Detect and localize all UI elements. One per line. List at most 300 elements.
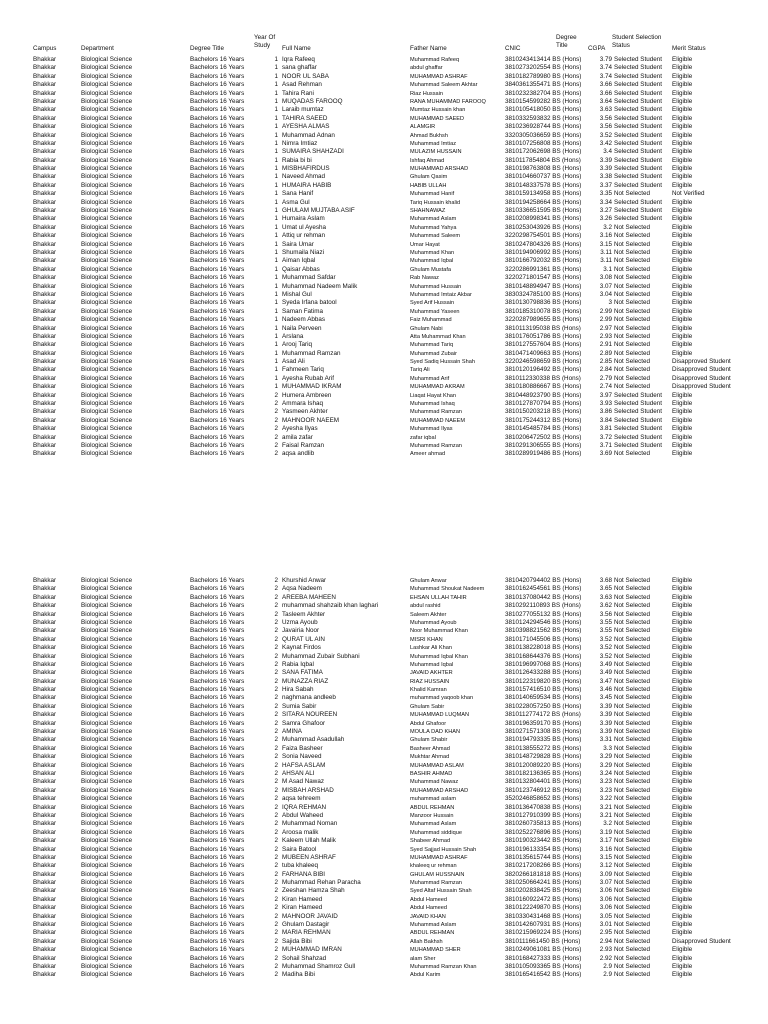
merit-status-cell: Eligible (672, 904, 693, 912)
table-body-section-2 (0, 577, 768, 980)
selection-status-cell: Not Selected (614, 711, 651, 719)
cnic-cell: 3220271801547 BS (Hons) (505, 274, 582, 282)
degree-title-cell: Bachelors 16 Years (190, 89, 245, 97)
merit-status-cell: Eligible (672, 265, 693, 273)
cnic-cell: 3810206472502 BS (Hons) (505, 433, 582, 441)
father-name-cell: Saleem Akhter (410, 611, 447, 618)
father-name-cell: Khalid Kamran (410, 687, 447, 694)
selection-status-cell: Not Selected (614, 669, 651, 677)
merit-status-cell: Eligible (672, 786, 693, 794)
campus-cell: Bhakkar (33, 769, 57, 777)
table-row (0, 341, 768, 349)
year-of-study-cell: 2 (274, 400, 278, 408)
merit-status-cell: Eligible (672, 728, 693, 736)
father-name-cell: Muhammad Tariq (410, 342, 454, 349)
department-cell: Biological Science (81, 627, 133, 635)
year-of-study-cell: 2 (274, 719, 278, 727)
campus-cell: Bhakkar (33, 719, 57, 727)
cgpa-cell: 3.2 (603, 223, 612, 231)
father-name-cell: Muhammad Saleem Akhtar (410, 82, 478, 89)
father-name-cell: Muhammad Khan (410, 249, 455, 256)
selection-status-cell: Not Selected (614, 593, 651, 601)
full-name-cell: tuba khaleeq (282, 862, 319, 870)
campus-cell: Bhakkar (33, 408, 57, 416)
merit-status-cell: Eligible (672, 803, 693, 811)
year-of-study-cell: 2 (274, 929, 278, 937)
merit-status-cell: Eligible (672, 207, 693, 215)
campus-cell: Bhakkar (33, 450, 57, 458)
degree-title-cell: Bachelors 16 Years (190, 769, 245, 777)
merit-status-cell: Eligible (672, 602, 693, 610)
cgpa-cell: 2.99 (599, 316, 612, 324)
merit-status-cell: Eligible (672, 56, 693, 63)
department-cell: Biological Science (81, 618, 133, 626)
campus-cell: Bhakkar (33, 602, 57, 610)
table-row (0, 434, 768, 442)
table-row (0, 123, 768, 131)
selection-status-cell: Not Selected (614, 686, 651, 694)
merit-status-cell: Eligible (672, 887, 693, 895)
year-of-study-cell: 2 (274, 904, 278, 912)
father-name-cell: Ahmad Bukhsh (410, 132, 448, 139)
table-row (0, 266, 768, 274)
full-name-cell: Muhammad Zubair Subhani (282, 652, 360, 660)
father-name-cell: muhammad yaqoob khan (410, 695, 474, 702)
year-of-study-cell: 2 (274, 618, 278, 626)
table-row (0, 762, 768, 770)
degree-title-cell: Bachelors 16 Years (190, 433, 245, 441)
cgpa-cell: 3.39 (599, 728, 612, 736)
cgpa-cell: 2.89 (599, 349, 612, 357)
selection-status-cell: Not Selected (614, 349, 651, 357)
department-cell: Biological Science (81, 962, 133, 970)
cnic-cell: 3810168427333 BS (Hons) (505, 954, 582, 962)
selection-status-cell: Not Selected (614, 660, 651, 668)
selection-status-cell: Not Selected (614, 602, 651, 610)
cnic-cell: 3810168644376 BS (Hons) (505, 652, 582, 660)
campus-cell: Bhakkar (33, 207, 57, 215)
father-name-cell: Shabeer Ahmad (410, 838, 451, 845)
campus-cell: Bhakkar (33, 811, 57, 819)
selection-status-cell: Not Selected (614, 577, 651, 584)
father-name-cell: Muhammad Hanif (410, 191, 455, 198)
full-name-cell: Ammara Ishaq (282, 400, 323, 408)
cnic-cell: 3810113195038 BS (Hons) (505, 324, 581, 332)
full-name-cell: Kaynat Firdos (282, 644, 321, 652)
table-row (0, 316, 768, 324)
selection-status-cell: Not Selected (614, 332, 651, 340)
father-name-cell: MOULA DAD KHAN (410, 729, 461, 736)
degree-title-cell: Bachelors 16 Years (190, 694, 245, 702)
selection-status-cell: Not Selected (614, 257, 651, 265)
degree-title-cell: Bachelors 16 Years (190, 736, 245, 744)
year-of-study-cell: 1 (274, 173, 278, 181)
department-cell: Biological Science (81, 391, 133, 399)
cnic-cell: 3810232382704 BS (Hons) (505, 89, 582, 97)
selection-status-cell: Not Selected (614, 962, 651, 970)
cnic-cell: 3810138228018 BS (Hons) (505, 644, 582, 652)
degree-title-cell: Bachelors 16 Years (190, 383, 245, 391)
father-name-cell: Basheer Ahmad (410, 745, 450, 752)
cgpa-cell: 3.56 (599, 114, 612, 122)
full-name-cell: Khurshid Anwar (282, 577, 327, 584)
table-row (0, 98, 768, 106)
year-of-study-cell: 2 (274, 408, 278, 416)
department-cell: Biological Science (81, 803, 133, 811)
cnic-cell: 3810448923790 BS (Hons) (505, 391, 582, 399)
full-name-cell: M Asad Nawaz (282, 778, 324, 786)
cgpa-cell: 3.97 (599, 391, 612, 399)
father-name-cell: ABDUL REHMAN (410, 804, 455, 811)
cnic-cell: 3810215969224 BS (Hons) (505, 929, 582, 937)
year-of-study-cell: 1 (274, 248, 278, 256)
campus-cell: Bhakkar (33, 845, 57, 853)
campus-cell: Bhakkar (33, 358, 57, 366)
header-degree-title: Degree Title (190, 45, 224, 52)
table-row (0, 854, 768, 862)
degree-title-cell: Bachelors 16 Years (190, 198, 245, 206)
father-name-cell: Ameer ahmad (410, 451, 446, 458)
campus-cell: Bhakkar (33, 290, 57, 298)
degree-title-cell: Bachelors 16 Years (190, 971, 245, 979)
father-name-cell: Muhammad Iqbal (410, 258, 454, 265)
cnic-cell: 3810117854804 BS (Hons) (505, 156, 581, 164)
department-cell: Biological Science (81, 811, 133, 819)
cnic-cell: 3810175244312 BS (Hons) (505, 416, 582, 424)
department-cell: Biological Science (81, 408, 133, 416)
merit-status-cell: Eligible (672, 81, 693, 89)
cgpa-cell: 3.66 (599, 81, 612, 89)
selection-status-cell: Selected Student (614, 433, 662, 441)
cgpa-cell: 3.35 (599, 190, 612, 198)
department-cell: Biological Science (81, 644, 133, 652)
table-row (0, 627, 768, 635)
year-of-study-cell: 1 (274, 207, 278, 215)
year-of-study-cell: 1 (274, 324, 278, 332)
degree-title-cell: Bachelors 16 Years (190, 845, 245, 853)
department-cell: Biological Science (81, 652, 133, 660)
selection-status-cell: Not Selected (614, 694, 651, 702)
cgpa-cell: 3.86 (599, 408, 612, 416)
merit-status-cell: Eligible (672, 299, 693, 307)
department-cell: Biological Science (81, 895, 133, 903)
cnic-cell: 3810185310078 BS (Hons) (505, 307, 582, 315)
father-name-cell: Ghulam Shabir (410, 737, 448, 744)
department-cell: Biological Science (81, 837, 133, 845)
merit-status-cell: Eligible (672, 769, 693, 777)
campus-cell: Bhakkar (33, 627, 57, 635)
cnic-cell: 3810182136365 BS (Hons) (505, 769, 582, 777)
year-of-study-cell: 1 (274, 181, 278, 189)
department-cell: Biological Science (81, 441, 133, 449)
father-name-cell: Umar Hayat (410, 241, 440, 248)
table-row (0, 577, 768, 585)
merit-status-cell: Eligible (672, 72, 693, 80)
campus-cell: Bhakkar (33, 862, 57, 870)
degree-title-cell: Bachelors 16 Years (190, 811, 245, 819)
father-name-cell: Muhammad Yahya (410, 224, 457, 231)
degree-title-cell: Bachelors 16 Years (190, 156, 245, 164)
merit-status-cell: Eligible (672, 702, 693, 710)
full-name-cell: Saman Fatima (282, 307, 323, 315)
selection-status-cell: Selected Student (614, 441, 662, 449)
selection-status-cell: Not Selected (614, 879, 651, 887)
department-cell: Biological Science (81, 72, 133, 80)
table-row (0, 778, 768, 786)
degree-title-cell: Bachelors 16 Years (190, 828, 245, 836)
father-name-cell: Mukhtar Ahmad (410, 754, 450, 761)
cgpa-cell: 2.74 (599, 383, 612, 391)
degree-title-cell: Bachelors 16 Years (190, 173, 245, 181)
degree-title-cell: Bachelors 16 Years (190, 862, 245, 870)
cnic-cell: 3810130798836 BS (Hons) (505, 299, 582, 307)
year-of-study-cell: 2 (274, 786, 278, 794)
selection-status-cell: Not Selected (614, 635, 651, 643)
cnic-cell: 3810196997068 BS (Hons) (505, 660, 582, 668)
cnic-cell: 3810132804401 BS (Hons) (505, 778, 582, 786)
degree-title-cell: Bachelors 16 Years (190, 929, 245, 937)
table-row (0, 392, 768, 400)
full-name-cell: Muhammad Shamroz Gull (282, 962, 356, 970)
year-of-study-cell: 2 (274, 778, 278, 786)
merit-status-cell: Eligible (672, 400, 693, 408)
degree-title-cell: Bachelors 16 Years (190, 257, 245, 265)
full-name-cell: SITARA NOUREEN (282, 711, 338, 719)
full-name-cell: MUHAMMAD IKRAM (282, 383, 342, 391)
cgpa-cell: 3.49 (599, 669, 612, 677)
full-name-cell: Yasmeen Akhter (282, 408, 328, 416)
full-name-cell: Samra Ghafoor (282, 719, 326, 727)
department-cell: Biological Science (81, 332, 133, 340)
year-of-study-cell: 1 (274, 290, 278, 298)
selection-status-cell: Not Selected (614, 366, 651, 374)
cgpa-cell: 3.09 (599, 870, 612, 878)
selection-status-cell: Not Selected (614, 702, 651, 710)
father-name-cell: Muhammad Ilyas (410, 426, 453, 433)
full-name-cell: Qaisar Abbas (282, 265, 320, 273)
degree-title-cell: Bachelors 16 Years (190, 912, 245, 920)
table-row (0, 661, 768, 669)
department-cell: Biological Science (81, 585, 133, 593)
merit-status-cell: Eligible (672, 106, 693, 114)
department-cell: Biological Science (81, 761, 133, 769)
selection-status-cell: Not Selected (614, 921, 651, 929)
full-name-cell: Humera Ambreen (282, 391, 332, 399)
degree-title-cell: Bachelors 16 Years (190, 190, 245, 198)
department-cell: Biological Science (81, 602, 133, 610)
cgpa-cell: 3.81 (599, 425, 612, 433)
department-cell: Biological Science (81, 904, 133, 912)
cgpa-cell: 3.55 (599, 618, 612, 626)
father-name-cell: EHSAN ULLAH TAHIR (410, 594, 467, 601)
full-name-cell: Laraib mumtaz (282, 106, 324, 114)
cnic-cell: 3810194906992 BS (Hons) (505, 248, 582, 256)
year-of-study-cell: 1 (274, 56, 278, 63)
father-name-cell: Syed Sajjad Hussain Shah (410, 846, 477, 853)
cnic-cell: 3220246598659 BS (Hons) (505, 358, 582, 366)
campus-cell: Bhakkar (33, 374, 57, 382)
cgpa-cell: 3.65 (599, 585, 612, 593)
merit-status-cell: Eligible (672, 912, 693, 920)
year-of-study-cell: 2 (274, 828, 278, 836)
campus-cell: Bhakkar (33, 711, 57, 719)
department-cell: Biological Science (81, 341, 133, 349)
merit-status-cell: Eligible (672, 660, 693, 668)
campus-cell: Bhakkar (33, 971, 57, 979)
cnic-cell: 3810157416510 BS (Hons) (505, 686, 582, 694)
full-name-cell: Tasleem Akhter (282, 610, 326, 618)
table-row (0, 383, 768, 391)
table-row (0, 753, 768, 761)
year-of-study-cell: 2 (274, 837, 278, 845)
merit-status-cell: Eligible (672, 156, 693, 164)
full-name-cell: sana ghaffar (282, 64, 317, 72)
cgpa-cell: 3.11 (600, 257, 612, 265)
year-of-study-cell: 2 (274, 627, 278, 635)
full-name-cell: MUNAZZA RIAZ (282, 677, 329, 685)
table-row (0, 770, 768, 778)
year-of-study-cell: 1 (274, 274, 278, 282)
degree-title-cell: Bachelors 16 Years (190, 744, 245, 752)
table-row (0, 728, 768, 736)
selection-status-cell: Selected Student (614, 425, 662, 433)
merit-status-cell: Eligible (672, 954, 693, 962)
degree-title-cell: Bachelors 16 Years (190, 593, 245, 601)
cnic-cell: 3810253043926 BS (Hons) (505, 223, 582, 231)
campus-cell: Bhakkar (33, 416, 57, 424)
cnic-cell: 3810154599282 BS (Hons) (505, 97, 582, 105)
cnic-cell: 3810111661450 BS (Hons) (505, 937, 581, 945)
cgpa-cell: 3.71 (599, 441, 612, 449)
cgpa-cell: 3.06 (599, 895, 612, 903)
campus-cell: Bhakkar (33, 299, 57, 307)
selection-status-cell: Not Selected (614, 971, 651, 979)
department-cell: Biological Science (81, 577, 133, 584)
campus-cell: Bhakkar (33, 694, 57, 702)
year-of-study-cell: 2 (274, 593, 278, 601)
cnic-cell: 3810127870794 BS (Hons) (505, 400, 582, 408)
cnic-cell: 3220286991361 BS (Hons) (505, 265, 582, 273)
father-name-cell: Abdul Hameed (410, 896, 448, 903)
header-selection-line2: Status (612, 42, 630, 49)
department-cell: Biological Science (81, 299, 133, 307)
degree-title-cell: Bachelors 16 Years (190, 391, 245, 399)
selection-status-cell: Not Selected (614, 358, 651, 366)
campus-cell: Bhakkar (33, 81, 57, 89)
campus-cell: Bhakkar (33, 307, 57, 315)
cnic-cell: 3810145485784 BS (Hons) (505, 425, 582, 433)
selection-status-cell: Not Selected (614, 954, 651, 962)
selection-status-cell: Not Selected (614, 786, 651, 794)
cnic-cell: 3810336651595 BS (Hons) (505, 207, 582, 215)
cgpa-cell: 3.01 (599, 921, 612, 929)
merit-status-cell: Disapproved Student (672, 358, 731, 366)
degree-title-cell: Bachelors 16 Years (190, 248, 245, 256)
campus-cell: Bhakkar (33, 181, 57, 189)
father-name-cell: abdul rashid (410, 603, 441, 610)
degree-title-cell: Bachelors 16 Years (190, 795, 245, 803)
father-name-cell: MUHAMMAD SAEED (410, 115, 465, 122)
campus-cell: Bhakkar (33, 97, 57, 105)
degree-title-cell: Bachelors 16 Years (190, 610, 245, 618)
selection-status-cell: Not Selected (614, 232, 651, 240)
department-cell: Biological Science (81, 887, 133, 895)
father-name-cell: Ghulam Qasim (410, 174, 448, 181)
table-row (0, 56, 768, 64)
cnic-cell: 3810140659534 BS (Hons) (505, 694, 582, 702)
merit-status-cell: Eligible (672, 349, 693, 357)
year-of-study-cell: 2 (274, 853, 278, 861)
selection-status-cell: Not Selected (614, 887, 651, 895)
table-row (0, 350, 768, 358)
merit-status-cell: Eligible (672, 324, 693, 332)
merit-status-cell: Eligible (672, 450, 693, 458)
selection-status-cell: Selected Student (614, 207, 662, 215)
table-row (0, 686, 768, 694)
cnic-cell: 3810236928744 BS (Hons) (505, 123, 582, 131)
year-of-study-cell: 2 (274, 879, 278, 887)
degree-title-cell: Bachelors 16 Years (190, 778, 245, 786)
cnic-cell: 3810122249870 BS (Hons) (505, 904, 582, 912)
selection-status-cell: Not Selected (614, 223, 651, 231)
degree-title-cell: Bachelors 16 Years (190, 753, 245, 761)
table-row (0, 963, 768, 971)
year-of-study-cell: 2 (274, 887, 278, 895)
year-of-study-cell: 1 (274, 148, 278, 156)
merit-status-cell: Eligible (672, 198, 693, 206)
selection-status-cell: Selected Student (614, 173, 662, 181)
year-of-study-cell: 1 (274, 307, 278, 315)
cnic-cell: 3810135615744 BS (Hons) (505, 853, 582, 861)
degree-title-cell: Bachelors 16 Years (190, 307, 245, 315)
degree-title-cell: Bachelors 16 Years (190, 803, 245, 811)
year-of-study-cell: 2 (274, 820, 278, 828)
department-cell: Biological Science (81, 190, 133, 198)
selection-status-cell: Not Selected (614, 585, 651, 593)
cnic-cell: 3810196133354 BS (Hons) (505, 845, 582, 853)
degree-title-cell: Bachelors 16 Years (190, 215, 245, 223)
table-row (0, 241, 768, 249)
campus-cell: Bhakkar (33, 618, 57, 626)
table-row (0, 224, 768, 232)
year-of-study-cell: 2 (274, 971, 278, 979)
cgpa-cell: 3.52 (599, 635, 612, 643)
father-name-cell: Mumtaz Hussain khan (410, 107, 466, 114)
campus-cell: Bhakkar (33, 282, 57, 290)
table-row (0, 887, 768, 895)
father-name-cell: Lashkar Ali Khan (410, 645, 452, 652)
table-row (0, 938, 768, 946)
merit-status-cell: Eligible (672, 282, 693, 290)
cnic-cell: 3810120089220 BS (Hons) (505, 761, 582, 769)
campus-cell: Bhakkar (33, 349, 57, 357)
merit-status-cell: Eligible (672, 761, 693, 769)
full-name-cell: TAHIRA SAEED (282, 114, 328, 122)
father-name-cell: Muhammad Ramzan Khan (410, 963, 477, 970)
degree-title-cell: Bachelors 16 Years (190, 686, 245, 694)
year-of-study-cell: 1 (274, 282, 278, 290)
degree-title-cell: Bachelors 16 Years (190, 669, 245, 677)
father-name-cell: Muhammad Imtaiz Akbar (410, 291, 472, 298)
campus-cell: Bhakkar (33, 837, 57, 845)
full-name-cell: Asad Rehman (282, 81, 322, 89)
merit-status-cell: Eligible (672, 694, 693, 702)
merit-status-cell: Eligible (672, 644, 693, 652)
campus-cell: Bhakkar (33, 610, 57, 618)
department-cell: Biological Science (81, 853, 133, 861)
table-row (0, 249, 768, 257)
father-name-cell: Muhammad Rafeeq (410, 57, 460, 63)
